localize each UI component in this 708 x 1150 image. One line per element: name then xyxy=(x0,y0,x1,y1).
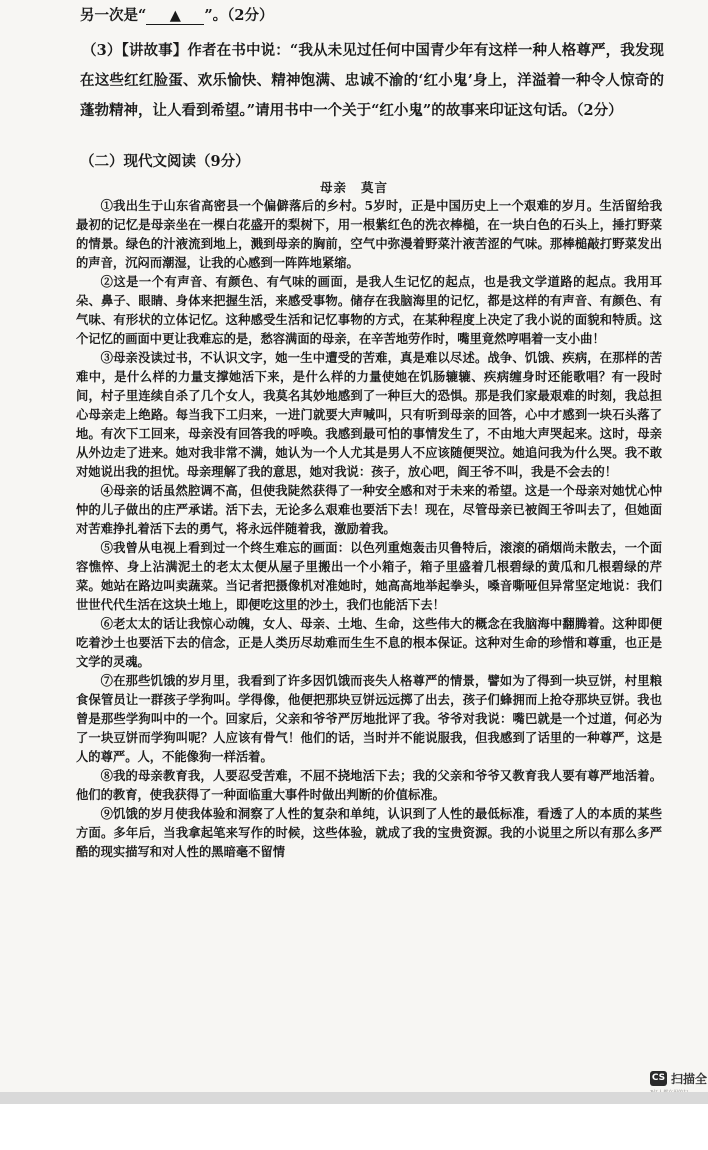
q2-prefix: 另一次是“ xyxy=(80,7,147,24)
blank-area xyxy=(0,1104,708,1150)
paragraph-5: ⑤我曾从电视上看到过一个终生难忘的画面：以色列重炮轰击贝鲁特后，滚滚的硝烟尚未散去，一个面容憔悴、身上沾满泥土的老太太便从屋子里搬出一个小箱子，箱子里盛着几根碧绿的黄瓜和几根碧绿的芹菜。她站在路边叫卖蔬菜。当记者把摄像机对准她时，她高高地举起拳头，嗓音嘶哑但异常坚定地说：我们世世代代生活在这块土地上，即便吃这里的沙土，我们也能活下去！ xyxy=(76,540,662,612)
watermark-label: 扫描全 xyxy=(671,1071,708,1086)
paragraph-8: ⑧我的母亲教育我，人要忍受苦难，不屈不挠地活下去；我的父亲和爷爷又教育我人要有尊严地活着。他们的教育，使我获得了一种面临重大事件时做出判断的价值标准。 xyxy=(76,768,662,802)
article-body xyxy=(76,196,662,861)
article-author: 莫言 xyxy=(361,180,389,195)
question-3 xyxy=(80,36,664,126)
q2-suffix: ”。（2分） xyxy=(204,7,274,24)
q3-text: 作者在书中说：“我从未见过任何中国青少年有这样一种人格尊严，我发现在这些红红脸蛋、欢乐愉快、精神饱满、忠诚不渝的‘红小鬼’身上，洋溢着一种令人惊奇的蓬勃精神，让人看到希望。”请用书中一个关于“红小鬼”的故事来印证这句话。（2分） xyxy=(80,42,665,119)
paragraph-3: ③母亲没读过书，不认识文字，她一生中遭受的苦难，真是难以尽述。战争、饥饿、疾病，在那样的苦难中，是什么样的力量支撑她活下来，是什么样的力量使她在饥肠辘辘、疾病缠身时还能歌唱？有一段时间，村子里连续自杀了几个女人，我莫名其妙地感到了一种巨大的恐惧。那是我们家最艰难的时刻，我总担心母亲走上绝路。每当我下工归来，一进门就要大声喊叫，只有听到母亲的回答，心中才感到一块石头落了地。有次下工回来，母亲没有回答我的呼唤。我感到最可怕的事情发生了，不由地大声哭起来。这时，母亲从外边走了进来。她对我非常不满，她认为一个人尤其是男人不应该随便哭泣。她追问我为什么哭。我不敢对她说出我的担忧。母亲理解了我的意思，她对我说：孩子，放心吧，阎王爷不叫，我是不会去的！ xyxy=(76,350,662,479)
page-divider xyxy=(0,1092,708,1104)
q3-tag: 【讲故事】 xyxy=(121,42,188,59)
article-heading xyxy=(0,178,708,196)
question-2-tail xyxy=(80,4,274,25)
answer-blank: ▲ xyxy=(146,8,204,25)
section-title: （二）现代文阅读（9分） xyxy=(80,153,250,170)
paragraph-1: ①我出生于山东省高密县一个偏僻落后的乡村。5岁时，正是中国历史上一个艰难的岁月。生活留给我最初的记忆是母亲坐在一棵白花盛开的梨树下，用一根紫红色的洗衣棒槌，在一块白色的石头上，捶打野菜的情景。绿色的汁液流到地上，溅到母亲的胸前，空气中弥漫着野菜汁液苦涩的气味。那棒槌敲打野菜发出的声音，沉闷而潮湿，让我的心感到一阵阵地紧缩。 xyxy=(76,198,662,270)
paragraph-9: ⑨饥饿的岁月使我体验和洞察了人性的复杂和单纯，认识到了人性的最低标准，看透了人的本质的某些方面。多年后，当我拿起笔来写作的时候，这些体验，就成了我的宝贵资源。我的小说里之所以有那么多严酷的现实描写和对人性的黑暗毫不留情 xyxy=(76,806,662,859)
camscanner-logo-icon: CS xyxy=(650,1071,667,1086)
q3-number: （3） xyxy=(82,42,122,59)
paragraph-6: ⑥老太太的话让我惊心动魄，女人、母亲、土地、生命，这些伟大的概念在我脑海中翻腾着。这种即便吃着沙土也要活下去的信念，正是人类历尽劫难而生生不息的根本保证。这种对生命的珍惜和尊重，也正是文学的灵魂。 xyxy=(76,616,662,669)
paragraph-2: ②这是一个有声音、有颜色、有气味的画面，是我人生记忆的起点，也是我文学道路的起点。我用耳朵、鼻子、眼睛、身体来把握生活，来感受事物。储存在我脑海里的记忆，都是这样的有声音、有颜色、有气味、有形状的立体记忆。这种感受生活和记忆事物的方式，在某种程度上决定了我小说的面貌和特质。这个记忆的画面中更让我难忘的是，愁容满面的母亲，在辛苦地劳作时，嘴里竟然哼唱着一支小曲！ xyxy=(76,274,662,346)
paragraph-4: ④母亲的话虽然腔调不高，但使我陡然获得了一种安全感和对于未来的希望。这是一个母亲对她忧心忡忡的儿子做出的庄严承诺。活下去，无论多么艰难也要活下去！现在，尽管母亲已被阎王爷叫去了，但她面对苦难挣扎着活下去的勇气，将永远伴随着我，激励着我。 xyxy=(76,483,662,536)
article-title: 母亲 xyxy=(319,180,347,195)
scanner-watermark xyxy=(650,1068,707,1088)
paragraph-7: ⑦在那些饥饿的岁月里，我看到了许多因饥饿而丧失人格尊严的情景，譬如为了得到一块豆饼，村里粮食保管员让一群孩子学狗叫。学得像，他便把那块豆饼远远掷了出去，孩子们蜂拥而上抢夺那块豆饼。我也曾是那些学狗叫中的一个。回家后，父亲和爷爷严厉地批评了我。爷爷对我说：嘴巴就是一个过道，何必为了一块豆饼而学狗叫呢？人应该有骨气！他们的话，当时并不能说服我，但我感到了话里的一种尊严，这是人的尊严。人，不能像狗一样活着。 xyxy=(76,673,662,764)
